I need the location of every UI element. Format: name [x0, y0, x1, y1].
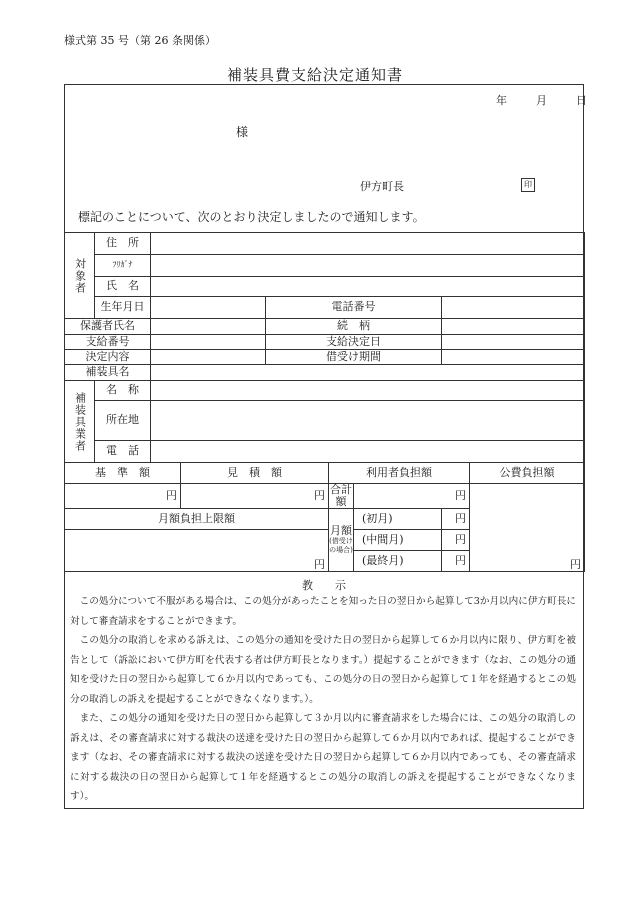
cost-total-row	[65, 484, 585, 509]
vendor-phone-field[interactable]	[151, 441, 585, 463]
furigana-field[interactable]	[151, 255, 585, 277]
estimate-amount-label: 見 積 額	[181, 463, 329, 484]
device-name-field[interactable]	[151, 365, 585, 381]
guardian-label: 保護者氏名	[65, 319, 151, 335]
rental-period-field[interactable]	[442, 350, 585, 365]
vendor-name-field[interactable]	[151, 381, 585, 401]
first-month-field[interactable]: 円	[442, 509, 470, 530]
monthly-label-cell	[329, 509, 354, 572]
subject-birth-row	[65, 297, 585, 319]
monthly-cap-label: 月額負担上限額	[65, 509, 329, 530]
estimate-amount-field[interactable]: 円	[181, 484, 329, 509]
guardian-row	[65, 319, 585, 335]
name-label: 氏 名	[95, 277, 151, 297]
vendor-group-label: 補装具業者	[73, 391, 87, 452]
payment-date-field[interactable]	[442, 335, 585, 350]
payment-date-label: 支給決定日	[266, 335, 442, 350]
public-burden-field[interactable]: 円	[470, 484, 585, 572]
birth-label: 生年月日	[95, 297, 151, 319]
middle-month-label: (中間月)	[354, 530, 442, 551]
standard-amount-field[interactable]: 円	[65, 484, 181, 509]
vendor-name-row	[65, 381, 585, 401]
vendor-location-field[interactable]	[151, 401, 585, 441]
instruction-heading: 教 示	[302, 579, 346, 592]
phone-field[interactable]	[442, 297, 585, 319]
subject-group-label: 対象者	[73, 257, 87, 294]
user-burden-label: 利用者負担額	[329, 463, 470, 484]
cost-header-row	[65, 463, 585, 484]
subject-address-row	[65, 233, 585, 255]
instruction-body	[64, 592, 584, 807]
date-month: 月	[536, 94, 547, 107]
vendor-group-cell	[65, 381, 95, 463]
birth-field[interactable]	[151, 297, 266, 319]
application-table	[64, 232, 585, 572]
subject-name-row	[65, 277, 585, 297]
instruction-paragraph-2: この処分の取消しを求める訴えは、この処分の通知を受けた日の翌日から起算して６か月以内に限り、伊方町を被告として（訴訟において伊方町を代表する者は伊方町長となります。）提起することができます（なお、この処分の通知を受けた日の翌日から起算して６か月以内であっても、この処分の日の翌日から起算して１年を経過するとこの処分の取消しの訴えを提起することができなくなります。）。	[70, 635, 576, 705]
issuer: 伊方町長	[360, 180, 404, 193]
seal-mark: 印	[521, 178, 535, 192]
subject-group-cell	[65, 233, 95, 319]
vendor-phone-row	[65, 441, 585, 463]
address-label: 住 所	[95, 233, 151, 255]
name-field[interactable]	[151, 277, 585, 297]
decision-label: 決定内容	[65, 350, 151, 365]
total-amount-field[interactable]: 円	[354, 484, 470, 509]
decision-field[interactable]	[151, 350, 266, 365]
phone-label: 電話番号	[266, 297, 442, 319]
vendor-location-label: 所在地	[95, 401, 151, 441]
document-title: 補装具費支給決定通知書	[226, 66, 403, 84]
date-line	[496, 92, 587, 108]
date-day: 日	[576, 94, 587, 107]
date-year: 年	[496, 94, 507, 107]
last-month-label: (最終月)	[354, 551, 442, 572]
monthly-cap-field[interactable]: 円	[65, 530, 329, 572]
relation-field[interactable]	[442, 319, 585, 335]
addressee-suffix: 様	[236, 125, 249, 139]
furigana-label: ﾌﾘｶﾞﾅ	[95, 255, 151, 277]
total-label: 合計額	[330, 483, 352, 509]
form-code: 様式第 35 号（第 26 条関係）	[64, 34, 216, 47]
public-burden-label: 公費負担額	[470, 463, 585, 484]
vendor-location-row	[65, 401, 585, 441]
instruction-paragraph-3: また、この処分の通知を受けた日の翌日から起算して３か月以内に審査請求をした場合には、この処分の取消しの訴えは、その審査請求に対する裁決の送達を受けた日の翌日から起算して６か月以内であれば、提起することができます（なお、その審査請求に対する裁決の送達を受けた日の翌日から起算して６か月以内であっても、その審査請求に対する裁決の日の翌日から起算して１年を経過するとこの処分の取消しの訴えを提起することができなくなります）。	[70, 713, 576, 802]
payment-number-field[interactable]	[151, 335, 266, 350]
device-name-label: 補装具名	[65, 365, 151, 381]
last-month-field[interactable]: 円	[442, 551, 470, 572]
device-name-row	[65, 365, 585, 381]
address-field[interactable]	[151, 233, 585, 255]
first-month-label: (初月)	[354, 509, 442, 530]
decision-row	[65, 350, 585, 365]
middle-month-field[interactable]: 円	[442, 530, 470, 551]
payment-number-label: 支給番号	[65, 335, 151, 350]
standard-amount-label: 基 準 額	[65, 463, 181, 484]
guardian-field[interactable]	[151, 319, 266, 335]
instruction-paragraph-1: この処分について不服がある場合は、この処分があったことを知った日の翌日から起算して3か月以内に伊方町長に対して審査請求をすることができます。	[70, 596, 576, 627]
subject-furigana-row	[65, 255, 585, 277]
vendor-phone-label: 電 話	[95, 441, 151, 463]
vendor-name-label: 名 称	[95, 381, 151, 401]
rental-period-label: 借受け期間	[266, 350, 442, 365]
monthly-note: (借受けの場合)	[329, 537, 353, 555]
notice-text: 標記のことについて、次のとおり決定しましたので通知します。	[78, 210, 425, 224]
payment-number-row	[65, 335, 585, 350]
relation-label: 続 柄	[266, 319, 442, 335]
monthly-label: 月額	[330, 524, 352, 538]
